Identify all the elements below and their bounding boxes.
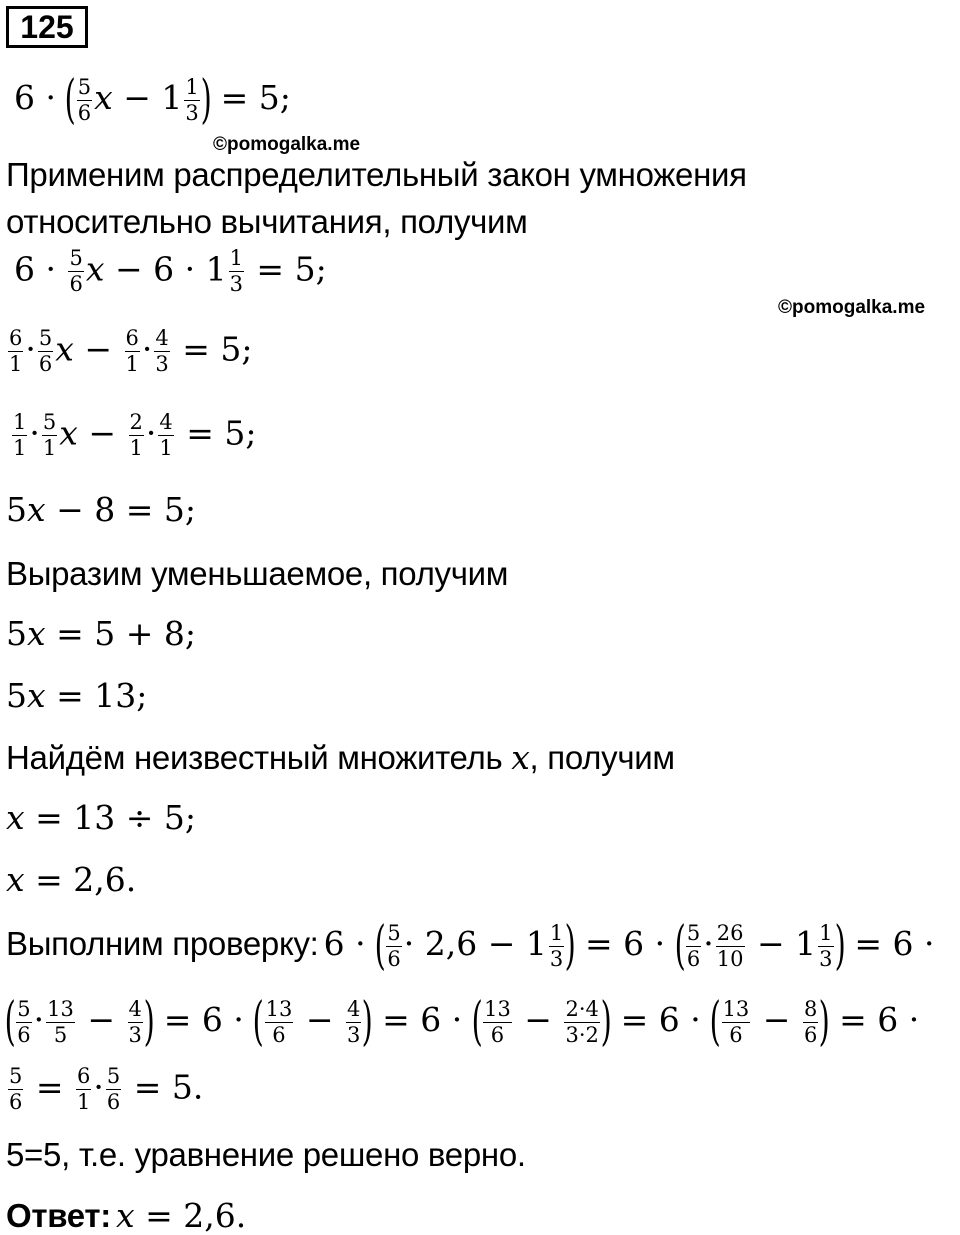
equation-step-4: 5x − 8 = 5;	[6, 490, 196, 529]
equation-step-5: 5x = 5 + 8;	[6, 614, 196, 653]
equation-initial: 6 · ( $\frac{5}{6}$ x − 1 $\frac{1}{3}$ ) = 5;	[14, 70, 291, 130]
text-find-factor: Найдём неизвестный множитель x, получим	[6, 738, 675, 777]
check-line-2: ( $\frac{5}{6}$ · $\frac{13}{5}$ − $\frac{4}{3}$ ) = 6 · ( $\frac{13}{6}$ − $\frac{4}{3}$ ) = 6 · ( $\frac{13}{6}$ − $\frac{2\cdot 4}{3\cdot 2}$ ) = 6 · ( $\frac{13}{6}$ − $\frac{8}{6}$ ) = 6 ·	[4, 992, 920, 1052]
answer-line: Ответ: x = 2,6.	[6, 1196, 247, 1235]
text-express-minuend: Выразим уменьшаемое, получим	[6, 555, 509, 592]
text-subtract: относительно вычитания, получим	[6, 203, 528, 240]
check-line-1: Выполним проверку: 6 · ( $\frac{5}{6}$ · 2,6 − 1 $\frac{1}{3}$ ) = 6 · ( $\frac{5}{6}$ · $\frac{26}{10}$ − 1 $\frac{1}{3}$ ) = 6 ·	[6, 916, 935, 976]
equation-step-6: 5x = 13;	[6, 676, 148, 715]
check-line-3: $\frac{5}{6}$ = $\frac{6}{1}$ · $\frac{5}{6}$ = 5.	[9, 1064, 204, 1114]
watermark-2: ©pomogalka.me	[778, 297, 926, 318]
equation-step-7: x = 13 ÷ 5;	[6, 798, 196, 837]
text-verified: 5=5, т.е. уравнение решено верно.	[6, 1136, 526, 1173]
problem-number: 125	[6, 6, 88, 48]
equation-step-2: $\frac{6}{1}$ · $\frac{5}{6}$ x − $\frac{6}{1}$ · $\frac{4}{3}$ = 5;	[9, 326, 253, 376]
text-distributive: Применим распределительный закон умножения	[6, 156, 747, 193]
equation-step-8: x = 2,6.	[6, 860, 137, 899]
equation-step-3: $\frac{1}{1}$ · $\frac{5}{1}$ x − $\frac{2}{1}$ · $\frac{4}{1}$ = 5;	[13, 410, 257, 460]
watermark: ©pomogalka.me	[213, 134, 361, 155]
equation-step-1: 6 · $\frac{5}{6}$ x − 6 · 1 $\frac{1}{3}$ = 5;	[14, 246, 327, 296]
